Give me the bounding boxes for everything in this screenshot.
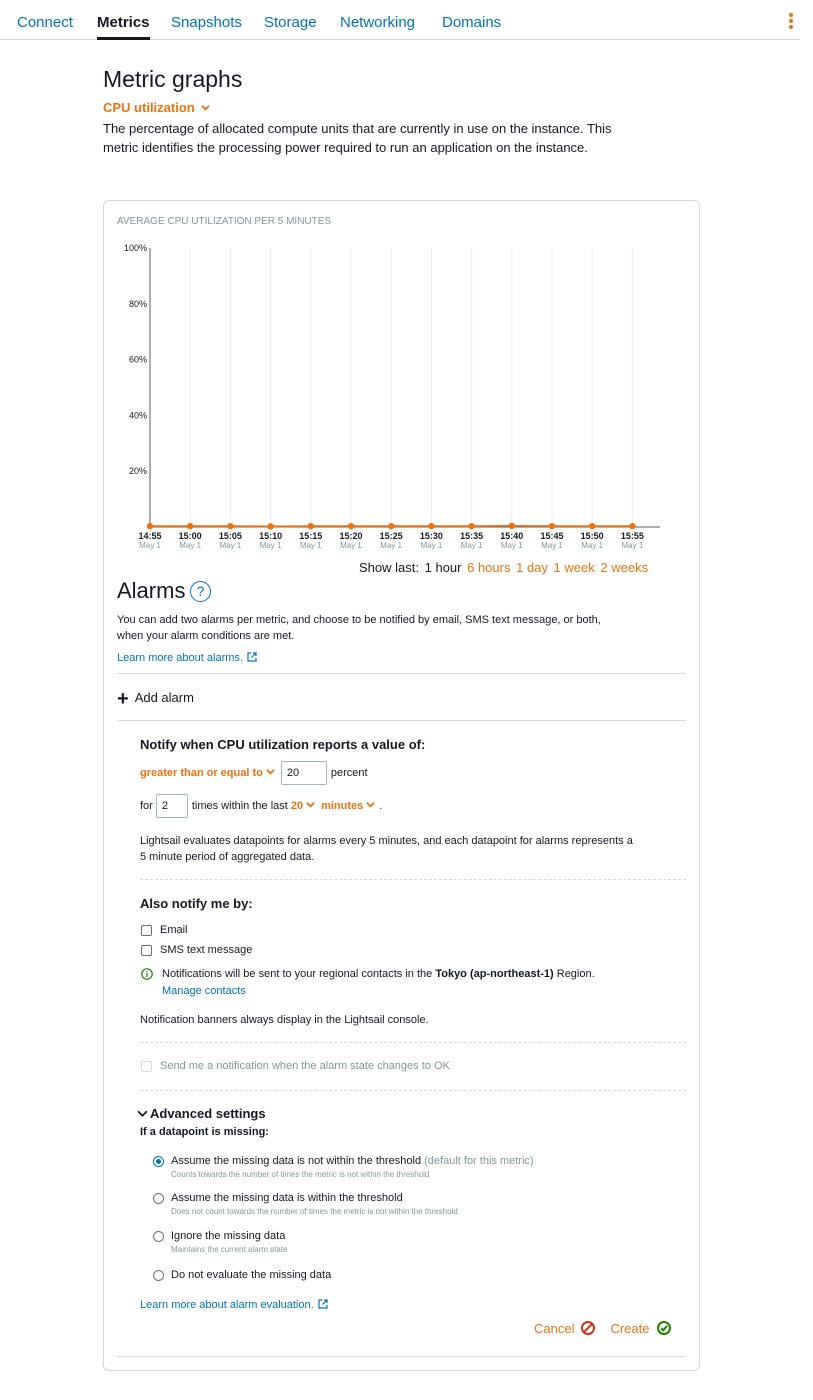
x-tick-sublabel: May 1 (179, 541, 202, 550)
x-tick-sublabel: May 1 (299, 541, 322, 550)
more-vertical-icon[interactable] (786, 12, 796, 32)
x-tick-sublabel: May 1 (340, 541, 362, 550)
chevron-down-icon (306, 800, 315, 809)
advanced-settings-toggle[interactable] (137, 1106, 266, 1121)
chevron-down-icon (201, 103, 210, 112)
cancel-icon (580, 1320, 596, 1336)
y-tick-label: 20% (128, 466, 147, 477)
missing-option-sub: Counts towards the number of times the metric is not within the threshold (171, 1170, 430, 1179)
time-range-label: Show last: (359, 560, 419, 575)
missing-option-ignore[interactable] (153, 1230, 288, 1254)
notify-heading: Notify when CPU utilization reports a value of: (140, 737, 426, 752)
time-range-1-hour[interactable]: 1 hour (424, 560, 462, 575)
divider (140, 879, 686, 880)
data-point (147, 523, 153, 529)
info-region: Tokyo (ap-northeast-1) (435, 968, 554, 980)
learn-more-alarms-link[interactable] (117, 652, 257, 664)
time-range-1-week[interactable]: 1 week (553, 560, 595, 575)
data-point (187, 523, 193, 529)
time-range-2-weeks[interactable]: 2 weeks (600, 560, 649, 575)
missing-option-sub: Maintains the current alarm state (171, 1245, 288, 1254)
x-tick-sublabel: May 1 (139, 541, 161, 550)
missing-option-label: Ignore the missing data (171, 1230, 286, 1242)
divider (117, 1356, 686, 1357)
tab-domains[interactable]: Domains (442, 14, 502, 31)
x-tick-label: 14:55 (138, 531, 162, 541)
x-tick-label: 15:50 (580, 531, 604, 541)
manage-contacts-link[interactable]: Manage contacts (162, 985, 246, 997)
advanced-settings-label: Advanced settings (150, 1106, 266, 1121)
metric-selector-label: CPU utilization (103, 100, 195, 115)
datapoints-row (140, 794, 382, 818)
divider (117, 720, 686, 721)
add-alarm-label: Add alarm (134, 690, 194, 705)
y-tick-label: 60% (128, 354, 147, 365)
x-tick-label: 15:10 (259, 531, 283, 541)
x-tick-label: 15:55 (620, 531, 644, 541)
ok-notification-checkbox-box[interactable] (141, 1061, 152, 1072)
missing-option-not-within[interactable] (153, 1155, 534, 1179)
cancel-label: Cancel (534, 1320, 575, 1336)
radio-button[interactable] (153, 1270, 164, 1281)
tab-storage[interactable]: Storage (264, 14, 317, 31)
data-point (308, 523, 314, 529)
chevron-down-icon (366, 800, 375, 809)
external-link-icon (247, 652, 257, 662)
radio-button[interactable] (153, 1156, 164, 1167)
check-circle-icon (656, 1320, 672, 1336)
for-label: for (140, 800, 153, 812)
default-note: (default for this metric) (424, 1155, 534, 1167)
y-tick-label: 80% (128, 298, 147, 309)
missing-option-label: Assume the missing data is within the threshold (171, 1192, 403, 1204)
metric-selector-dropdown[interactable] (103, 100, 210, 115)
period-value-label: 20 (290, 800, 304, 812)
data-point (428, 523, 434, 529)
threshold-unit: percent (330, 767, 368, 779)
x-tick-sublabel: May 1 (581, 541, 604, 550)
email-checkbox[interactable] (141, 924, 188, 936)
tab-connect[interactable]: Connect (17, 14, 73, 31)
learn-more-evaluation-label: Learn more about alarm evaluation. (140, 1299, 314, 1311)
tab-networking[interactable]: Networking (340, 14, 416, 31)
period-value-dropdown[interactable] (291, 800, 315, 812)
x-tick-label: 15:20 (339, 531, 363, 541)
metric-description: The percentage of allocated compute units that are currently in use on the instance. This metric identifies the processing power required to run an application on the instance. (103, 121, 612, 155)
page-title: Metric graphs (103, 66, 243, 92)
x-tick-sublabel: May 1 (541, 541, 563, 550)
data-point (348, 523, 354, 529)
tab-snapshots[interactable]: Snapshots (171, 14, 242, 31)
x-tick-label: 15:25 (379, 531, 403, 541)
sms-checkbox[interactable] (141, 944, 252, 956)
cancel-button[interactable] (534, 1320, 596, 1336)
info-icon (141, 968, 153, 980)
comparison-label: greater than or equal to (140, 767, 263, 779)
times-input[interactable]: 2 (156, 794, 188, 818)
times-label: times within the last (191, 800, 288, 812)
y-tick-label: 100% (123, 243, 147, 253)
create-button[interactable] (610, 1320, 671, 1336)
x-tick-label: 15:30 (419, 531, 443, 541)
add-alarm-button[interactable] (117, 688, 194, 711)
missing-option-within[interactable] (153, 1192, 458, 1216)
radio-button[interactable] (153, 1193, 164, 1204)
comparison-dropdown[interactable] (140, 767, 275, 779)
radio-button[interactable] (153, 1231, 164, 1242)
x-tick-sublabel: May 1 (420, 541, 443, 550)
data-point (589, 523, 595, 529)
x-tick-label: 15:05 (218, 531, 242, 541)
sms-checkbox-box[interactable] (141, 945, 152, 956)
email-label: Email (160, 924, 188, 936)
cpu-utilization-chart (112, 238, 672, 556)
chart-title: AVERAGE CPU UTILIZATION PER 5 MINUTES (117, 216, 332, 227)
sms-label: SMS text message (160, 944, 253, 956)
missing-option-label: Assume the missing data is not within the threshold (171, 1155, 422, 1167)
alarms-description: You can add two alarms per metric, and choose to be notified by email, SMS text message, or both, when your alarm conditions are met. (117, 614, 601, 642)
divider (140, 1090, 686, 1091)
top-nav-tabs (0, 0, 800, 40)
ok-notification-checkbox[interactable] (141, 1060, 450, 1072)
info-suffix: Region. (556, 968, 595, 980)
divider (117, 673, 686, 674)
missing-data-heading: If a datapoint is missing: (140, 1126, 269, 1138)
also-notify-heading: Also notify me by: (140, 896, 253, 911)
tab-metrics[interactable]: Metrics (97, 14, 150, 31)
x-tick-sublabel: May 1 (460, 541, 483, 550)
x-tick-sublabel: May 1 (219, 541, 242, 550)
banner-note: Notification banners always display in the Lightsail console. (140, 1014, 429, 1026)
email-checkbox-box[interactable] (141, 925, 152, 936)
plus-icon: + (117, 688, 129, 710)
learn-more-alarms-label: Learn more about alarms. (117, 652, 243, 664)
missing-option-do-not-evaluate[interactable] (153, 1269, 331, 1281)
x-tick-sublabel: May 1 (500, 541, 523, 550)
ok-notification-label: Send me a notification when the alarm state changes to OK (160, 1060, 450, 1072)
x-tick-label: 15:40 (500, 531, 524, 541)
time-range-selector (357, 560, 648, 575)
divider (140, 1042, 686, 1043)
data-point (468, 523, 474, 529)
y-tick-label: 40% (128, 410, 147, 421)
x-tick-label: 15:45 (540, 531, 564, 541)
data-point (227, 523, 233, 529)
help-icon[interactable]: ? (190, 581, 211, 602)
x-tick-label: 15:35 (460, 531, 484, 541)
form-actions (534, 1320, 672, 1336)
learn-more-evaluation-link[interactable] (140, 1299, 328, 1311)
threshold-row (140, 761, 368, 785)
x-tick-sublabel: May 1 (259, 541, 282, 550)
time-range-6-hours[interactable]: 6 hours (467, 560, 511, 575)
period-unit-dropdown[interactable] (321, 800, 375, 812)
external-link-icon (318, 1299, 328, 1309)
alarms-heading: Alarms (117, 578, 186, 603)
chevron-down-icon (137, 1108, 148, 1119)
data-point (629, 523, 635, 529)
x-tick-sublabel: May 1 (621, 541, 644, 550)
regional-contacts-info (141, 966, 661, 1000)
time-range-1-day[interactable]: 1 day (516, 560, 548, 575)
chevron-down-icon (266, 767, 275, 776)
period-end: . (379, 800, 383, 812)
data-point (388, 523, 394, 529)
data-point (267, 523, 273, 529)
data-point (549, 523, 555, 529)
missing-option-sub: Does not count towards the number of times the metric is not within the threshold (171, 1207, 458, 1216)
threshold-input[interactable]: 20 (281, 761, 327, 785)
data-point (509, 523, 515, 529)
info-prefix: Notifications will be sent to your regional contacts in the (162, 968, 433, 980)
x-tick-sublabel: May 1 (380, 541, 403, 550)
evaluation-description: Lightsail evaluates datapoints for alarms every 5 minutes, and each datapoint for alarms represents a 5 minute period of aggregated data. (140, 835, 633, 863)
period-unit-label: minutes (321, 800, 364, 812)
x-tick-label: 15:00 (178, 531, 202, 541)
x-tick-label: 15:15 (299, 531, 323, 541)
missing-option-label: Do not evaluate the missing data (171, 1269, 332, 1281)
create-label: Create (610, 1320, 650, 1336)
